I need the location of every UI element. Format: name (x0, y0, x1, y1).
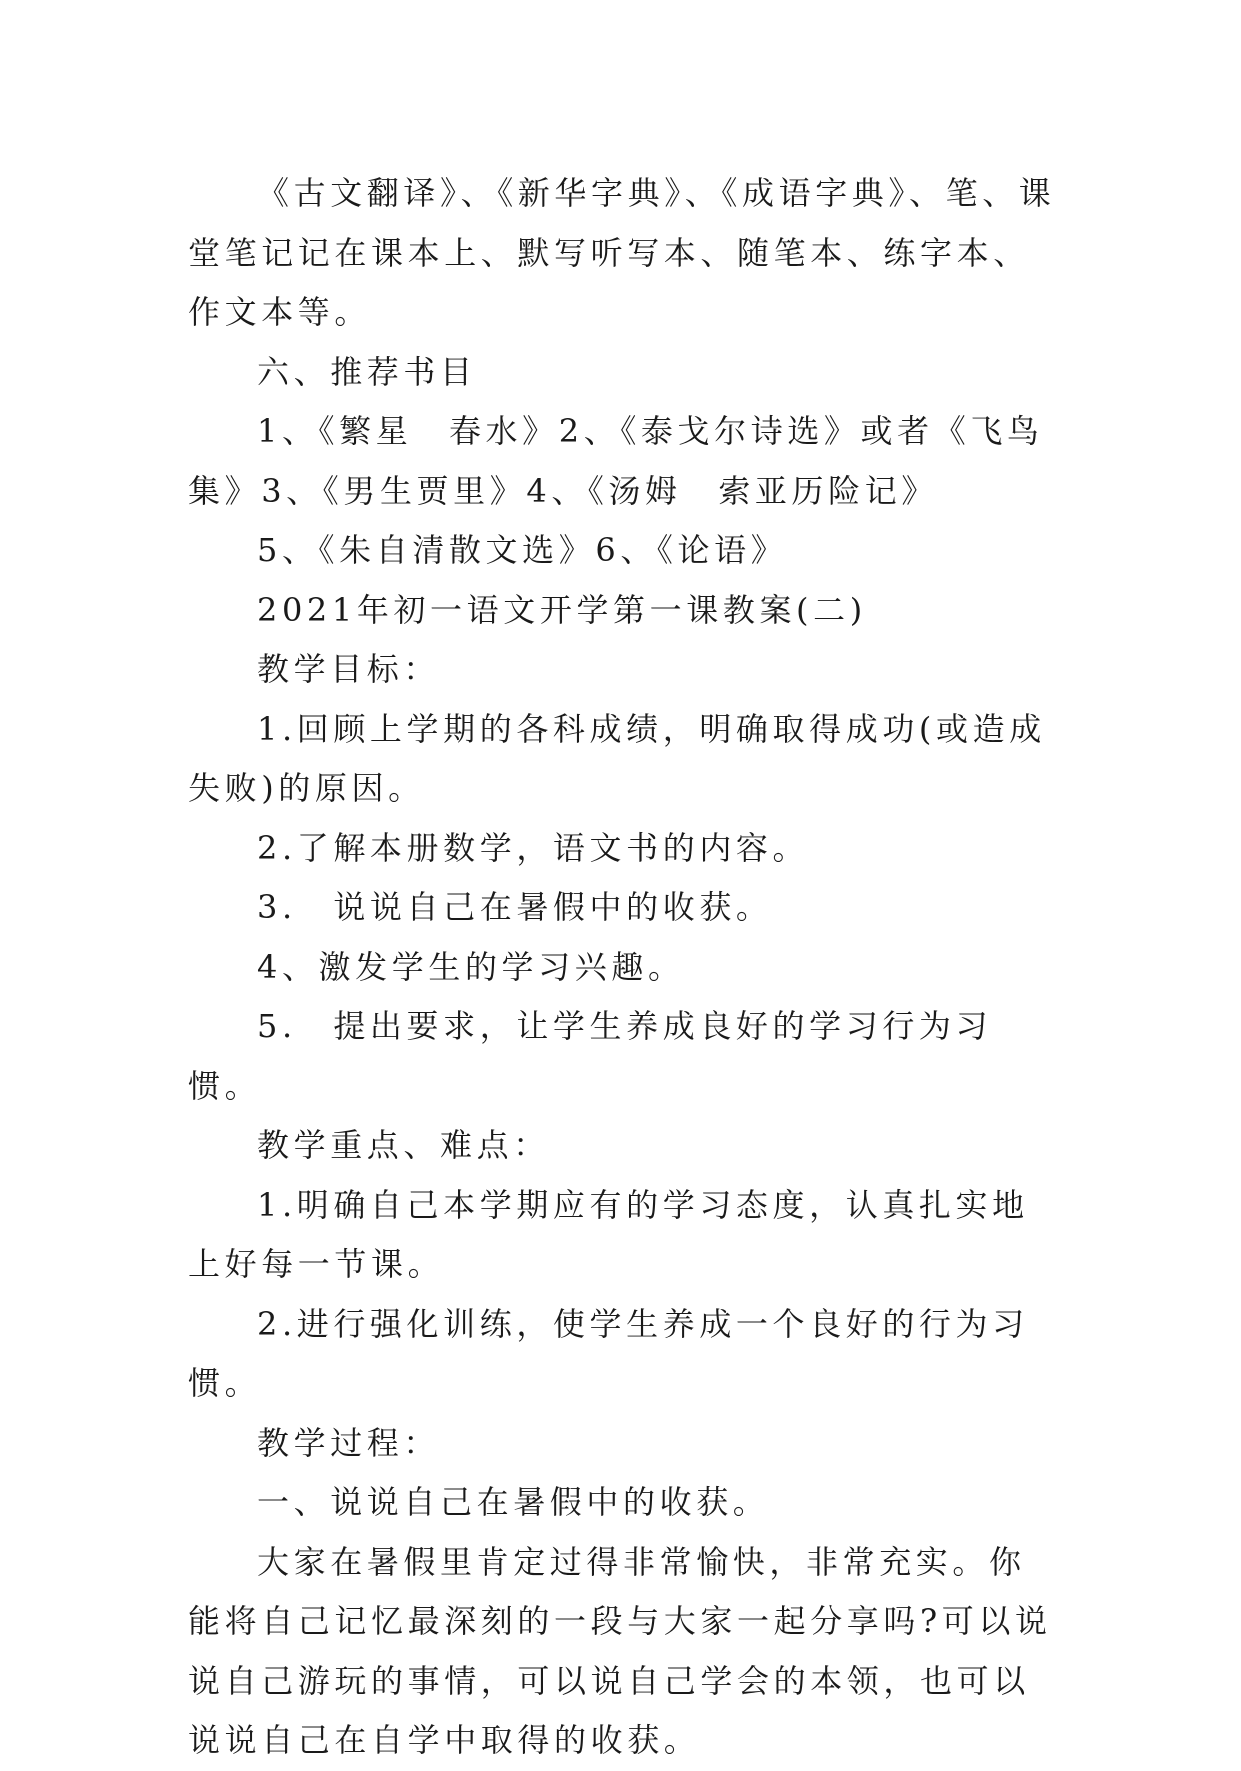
goal-item-4: 4、激发学生的学习兴趣。 (257, 947, 685, 986)
process-step-1-body: 大家在暑假里肯定过得非常愉快，非常充实。你能将自己记忆最深刻的一段与大家一起分享吗?可以说说自己游玩的事情，可以说自己学会的本领，也可以说说自己在自学中取得的收获。 (188, 1542, 1052, 1759)
key-point-item-1: 1.明确自己本学期应有的学习态度，认真扎实地上好每一节课。 (188, 1185, 1029, 1283)
heading-teaching-goals: 教学目标： (257, 650, 441, 688)
heading-key-points: 教学重点、难点： (257, 1126, 550, 1164)
heading-teaching-process: 教学过程： (257, 1423, 441, 1462)
paragraph-book-list-2: 5、《朱自清散文选》6、《论语》 (257, 531, 788, 569)
goal-item-5: 5. 提出要求，让学生养成良好的学习行为习惯。 (188, 1007, 993, 1105)
process-step-1-heading: 一、说说自己在暑假中的收获。 (257, 1483, 770, 1521)
goal-item-3: 3. 说说自己在暑假中的收获。 (257, 888, 773, 926)
goal-item-1: 1.回顾上学期的各科成绩，明确取得成功(或造成失败)的原因。 (188, 709, 1046, 807)
goal-item-2: 2.了解本册数学，语文书的内容。 (257, 828, 810, 867)
key-point-item-2: 2.进行强化训练，使学生养成一个良好的行为习惯。 (188, 1304, 1029, 1402)
section-heading-recommended-books: 六、推荐书目 (257, 352, 477, 391)
paragraph-stationery-list: 《古文翻译》、《新华字典》、《成语字典》、笔、课堂笔记记在课本上、默写听写本、随笔本、练字本、作文本等。 (188, 174, 1056, 331)
document-body (188, 164, 1058, 1771)
lesson-plan-title: 2021年初一语文开学第一课教案(二) (257, 590, 867, 629)
paragraph-book-list-1: 1、《繁星 春水》2、《泰戈尔诗选》或者《飞鸟集》3、《男生贾里》4、《汤姆 索亚历险记》 (188, 412, 1044, 510)
